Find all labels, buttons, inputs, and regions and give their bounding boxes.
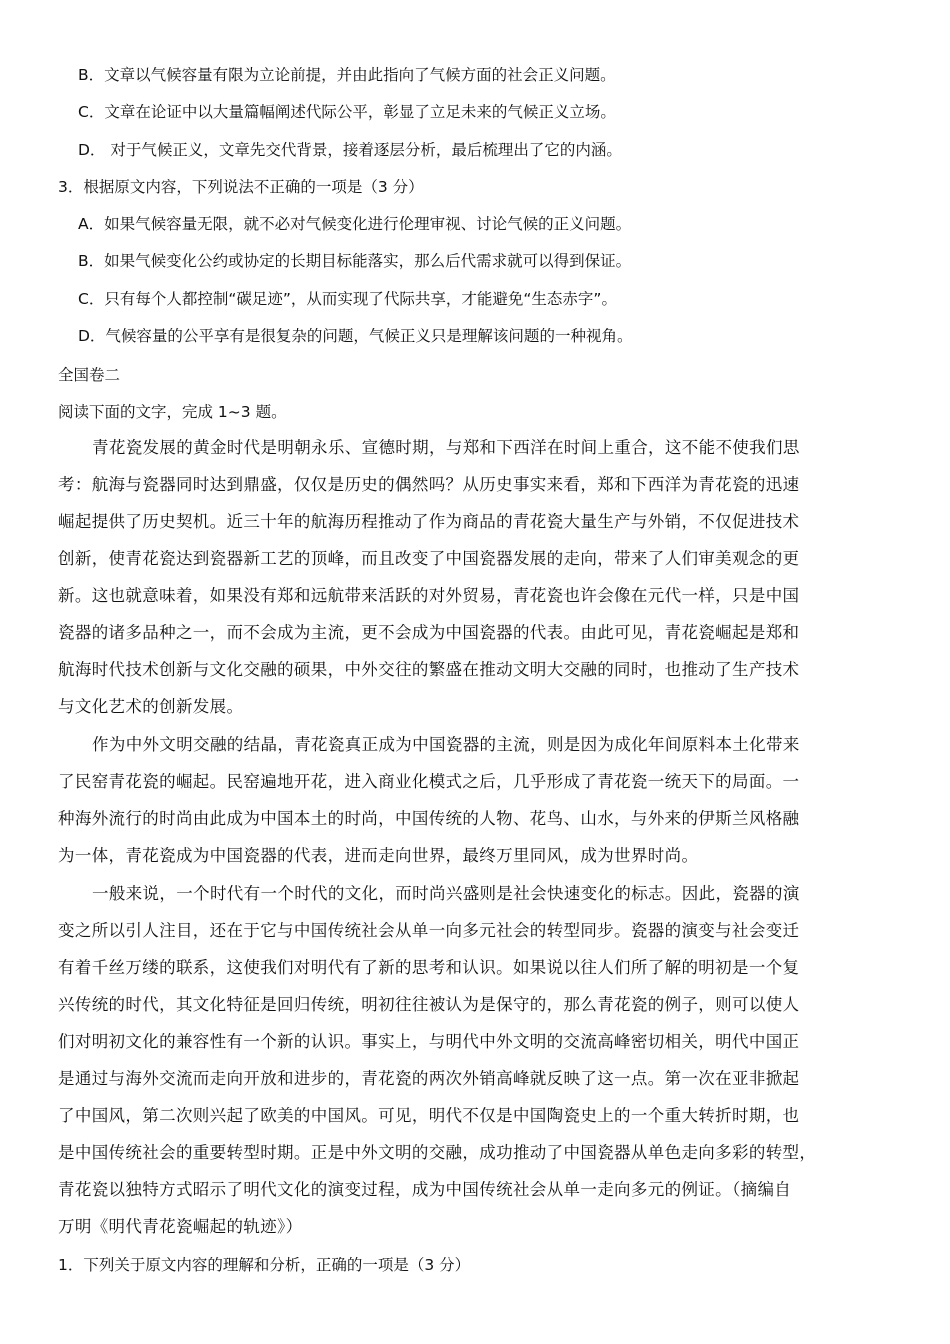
passage-line: 考：航海与瓷器同时达到鼎盛，仅仅是历史的偶然吗？从历史事实来看，郑和下西洋为青花瓷的迅速 bbox=[58, 475, 800, 494]
option-q3-b: B．如果气候变化公约或协定的长期目标能落实，那么后代需求就可以得到保证。 bbox=[78, 252, 632, 270]
passage-line: 了中国风，第二次则兴起了欧美的中国风。可见，明代不仅是中国陶瓷史上的一个重大转折时期，也 bbox=[58, 1106, 800, 1125]
reading-instruction: 阅读下面的文字，完成 1~3 题。 bbox=[58, 403, 287, 421]
passage-line: 是通过与海外交流而走向开放和进步的，青花瓷的两次外销高峰就反映了这一点。第一次在亚非掀起 bbox=[58, 1069, 800, 1088]
passage-line: 是中国传统社会的重要转型时期。正是中外文明的交融，成功推动了中国瓷器从单色走向多彩的转型， bbox=[58, 1143, 817, 1162]
passage-line: 兴传统的时代，其文化特征是回归传统，明初往往被认为是保守的，那么青花瓷的例子，则可以使人 bbox=[58, 995, 800, 1014]
passage-line: 青花瓷发展的黄金时代是明朝永乐、宣德时期，与郑和下西洋在时间上重合，这不能不使我们思 bbox=[92, 438, 800, 457]
passage-line: 瓷器的诸多品种之一，而不会成为主流，更不会成为中国瓷器的代表。由此可见，青花瓷崛起是郑和 bbox=[58, 623, 800, 642]
passage-line: 有着千丝万缕的联系，这使我们对明代有了新的思考和认识。如果说以往人们所了解的明初是一个复 bbox=[58, 958, 800, 977]
passage-line: 新。这也就意味着，如果没有郑和远航带来活跃的对外贸易，青花瓷也许会像在元代一样，只是中国 bbox=[58, 586, 800, 605]
question-3-stem: 3．根据原文内容，下列说法不正确的一项是（3 分） bbox=[58, 178, 424, 196]
option-q2-c: C．文章在论证中以大量篇幅阐述代际公平，彰显了立足未来的气候正义立场。 bbox=[78, 103, 616, 121]
option-q2-b: B．文章以气候容量有限为立论前提，并由此指向了气候方面的社会正义问题。 bbox=[78, 66, 616, 84]
option-q3-c: C．只有每个人都控制“碳足迹”，从而实现了代际共享，才能避免“生态赤字”。 bbox=[78, 290, 617, 308]
passage-line: 们对明初文化的兼容性有一个新的认识。事实上，与明代中外文明的交流高峰密切相关，明代中国正 bbox=[58, 1032, 800, 1051]
passage-line: 创新，使青花瓷达到瓷器新工艺的顶峰，而且改变了中国瓷器发展的走向，带来了人们审美观念的更 bbox=[58, 549, 800, 568]
section-title: 全国卷二 bbox=[58, 366, 121, 384]
passage-line: 崛起提供了历史契机。近三十年的航海历程推动了作为商品的青花瓷大量生产与外销，不仅促进技术 bbox=[58, 512, 800, 531]
passage-line: 与文化艺术的创新发展。 bbox=[58, 697, 244, 716]
option-q3-a: A．如果气候容量无限，就不必对气候变化进行伦理审视、讨论气候的正义问题。 bbox=[78, 215, 632, 233]
passage-line: 了民窑青花瓷的崛起。民窑遍地开花，进入商业化模式之后，几乎形成了青花瓷一统天下的局面。一 bbox=[58, 772, 800, 791]
passage-line: 青花瓷以独特方式昭示了明代文化的演变过程，成为中国传统社会从单一走向多元的例证。（摘编自 bbox=[58, 1180, 792, 1199]
passage-line: 变之所以引人注目，还在于它与中国传统社会从单一向多元社会的转型同步。瓷器的演变与社会变迁 bbox=[58, 921, 800, 940]
passage-line: 一般来说，一个时代有一个时代的文化，而时尚兴盛则是社会快速变化的标志。因此，瓷器的演 bbox=[92, 884, 800, 903]
question-1-stem: 1．下列关于原文内容的理解和分析，正确的一项是（3 分） bbox=[58, 1256, 471, 1274]
passage-line: 航海时代技术创新与文化交融的硕果，中外交往的繁盛在推动文明大交融的同时，也推动了生产技术 bbox=[58, 660, 800, 679]
passage-line: 为一体，青花瓷成为中国瓷器的代表，进而走向世界，最终万里同风，成为世界时尚。 bbox=[58, 846, 699, 865]
passage-line: 作为中外文明交融的结晶，青花瓷真正成为中国瓷器的主流，则是因为成化年间原料本土化带来 bbox=[92, 735, 800, 754]
option-q2-d: D． 对于气候正义，文章先交代背景，接着逐层分析，最后梳理出了它的内涵。 bbox=[78, 141, 622, 159]
passage-line: 种海外流行的时尚由此成为中国本土的时尚，中国传统的人物、花鸟、山水，与外来的伊斯兰风格融 bbox=[58, 809, 800, 828]
passage-line: 万明《明代青花瓷崛起的轨迹》） bbox=[58, 1217, 303, 1236]
option-q3-d: D．气候容量的公平享有是很复杂的问题，气候正义只是理解该问题的一种视角。 bbox=[78, 327, 633, 345]
